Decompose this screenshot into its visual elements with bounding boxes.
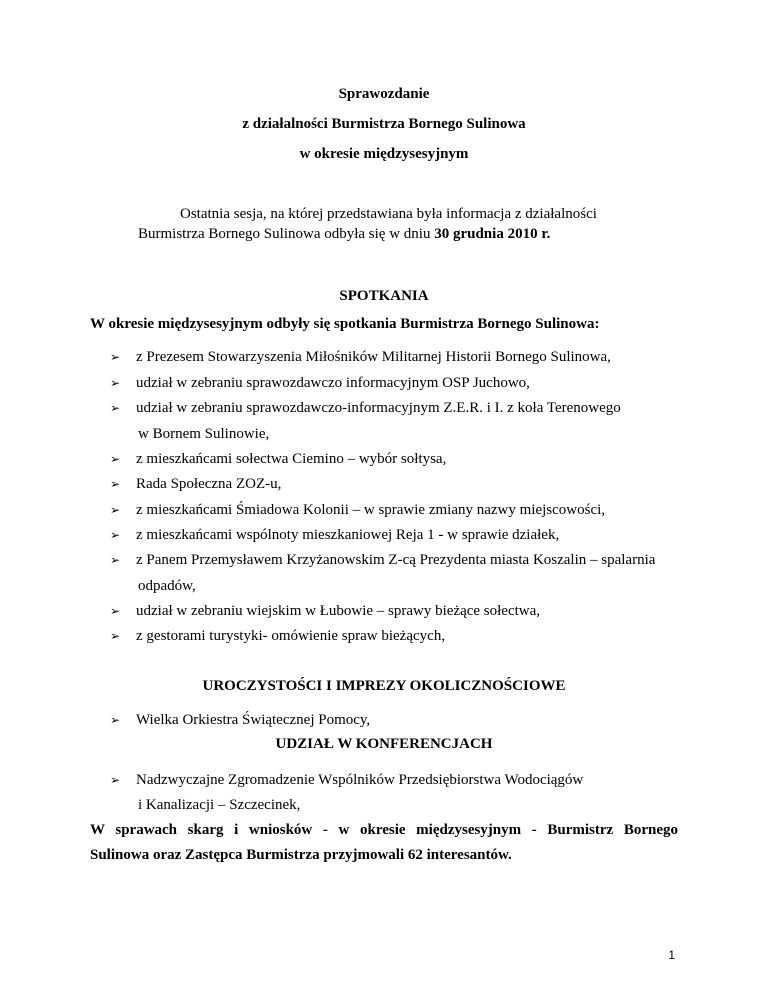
- list-item-text: z Panem Przemysławem Krzyżanowskim Z-cą Prezydenta miasta Koszalin – spalarnia: [136, 552, 656, 568]
- document-subtitle: z działalności Burmistrza Bornego Sulinowa: [242, 116, 526, 132]
- list-item: [110, 772, 583, 789]
- document-title: Sprawozdanie: [338, 86, 430, 102]
- list-item: [110, 628, 445, 645]
- list-item: [110, 712, 370, 729]
- list-item-text: udział w zebraniu sprawozdawczo informacyjnym OSP Juchowo,: [136, 375, 530, 391]
- arrowhead-bullet-icon: ➢: [110, 528, 121, 542]
- list-item-text: Wielka Orkiestra Świątecznej Pomocy,: [136, 712, 371, 728]
- list-item-continuation: odpadów,: [138, 578, 196, 594]
- arrowhead-bullet-icon: ➢: [110, 477, 121, 491]
- list-item-text: z Prezesem Stowarzyszenia Miłośników Militarnej Historii Bornego Sulinowa,: [136, 349, 611, 365]
- list-item: [110, 603, 540, 620]
- last-session-date: 30 grudnia 2010 r.: [434, 226, 551, 242]
- list-item-continuation: w Bornem Sulinowie,: [138, 426, 270, 442]
- list-item-text: Rada Społeczna ZOZ-u,: [136, 476, 282, 492]
- list-item-text: z mieszkańcami Śmiadowa Kolonii – w sprawie zmiany nazwy miejscowości,: [136, 502, 606, 518]
- arrowhead-bullet-icon: ➢: [110, 401, 121, 415]
- arrowhead-bullet-icon: ➢: [110, 350, 121, 364]
- list-item: [110, 527, 559, 544]
- list-item-text: udział w zebraniu wiejskim w Łubowie – sprawy bieżące sołectwa,: [136, 603, 541, 619]
- list-item: [110, 400, 621, 417]
- list-item: [110, 502, 605, 519]
- document-period: w okresie międzysesyjnym: [299, 146, 469, 162]
- list-item-text: Nadzwyczajne Zgromadzenie Wspólników Przedsiębiorstwa Wodociągów: [136, 772, 584, 788]
- list-item: [110, 552, 655, 569]
- intro-line-1: Ostatnia sesja, na której przedstawiana była informacja z działalności: [180, 206, 597, 222]
- arrowhead-bullet-icon: ➢: [110, 553, 121, 567]
- intro-line-2: [138, 226, 550, 243]
- arrowhead-bullet-icon: ➢: [110, 452, 121, 466]
- arrowhead-bullet-icon: ➢: [110, 713, 121, 727]
- intro-line-2-text: Burmistrza Bornego Sulinowa odbyła się w dniu: [138, 226, 435, 242]
- list-item: [110, 349, 611, 366]
- list-item-text: z mieszkańcami wspólnoty mieszkaniowej Reja 1 - w sprawie działek,: [136, 527, 560, 543]
- list-item: [110, 451, 446, 468]
- arrowhead-bullet-icon: ➢: [110, 376, 121, 390]
- section-heading-spotkania: SPOTKANIA: [339, 288, 429, 304]
- page-number: 1: [668, 948, 675, 962]
- list-item: [110, 476, 281, 493]
- section-heading-uroczystosci: UROCZYSTOŚCI I IMPREZY OKOLICZNOŚCIOWE: [202, 678, 566, 694]
- list-item: [110, 375, 530, 392]
- list-item-continuation: i Kanalizacji – Szczecinek,: [138, 797, 301, 813]
- arrowhead-bullet-icon: ➢: [110, 604, 121, 618]
- complaints-line-2: Sulinowa oraz Zastępca Burmistrza przyjmowali 62 interesantów.: [90, 847, 512, 863]
- list-item-text: z gestorami turystyki- omówienie spraw bieżących,: [136, 628, 446, 644]
- arrowhead-bullet-icon: ➢: [110, 629, 121, 643]
- list-item-text: udział w zebraniu sprawozdawczo-informacyjnym Z.E.R. i I. z koła Terenowego: [136, 400, 621, 416]
- complaints-line-1: W sprawach skarg i wniosków - w okresie międzysesyjnym - Burmistrz Bornego: [90, 822, 678, 838]
- arrowhead-bullet-icon: ➢: [110, 503, 121, 517]
- section-heading-konferencje: UDZIAŁ W KONFERENCJACH: [275, 736, 493, 752]
- spotkania-lead: W okresie międzysesyjnym odbyły się spotkania Burmistrza Bornego Sulinowa:: [90, 316, 600, 332]
- list-item-text: z mieszkańcami sołectwa Ciemino – wybór sołtysa,: [136, 451, 447, 467]
- arrowhead-bullet-icon: ➢: [110, 773, 121, 787]
